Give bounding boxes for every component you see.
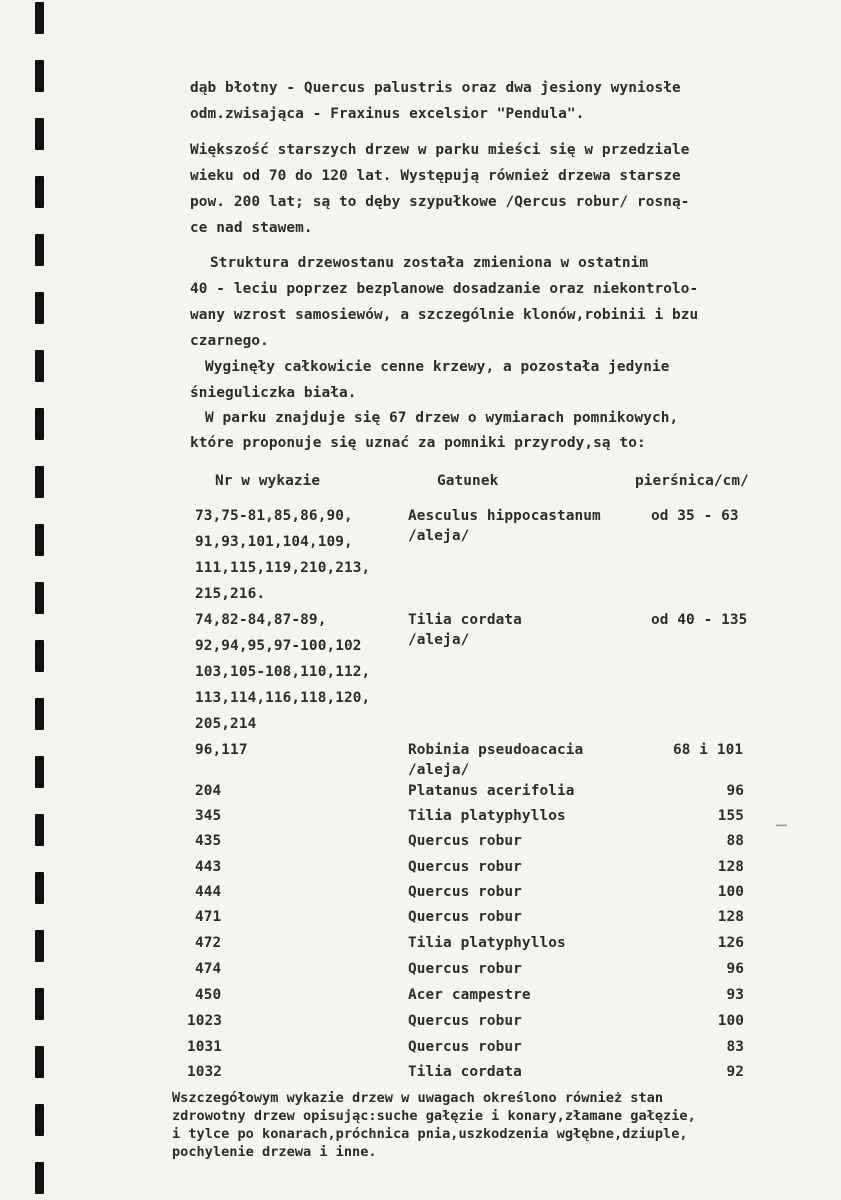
group-species-line: /aleja/ [408, 762, 470, 778]
intro-line: Struktura drzewostanu została zmieniona w ostatnim [210, 255, 649, 271]
footer-line: i tylce po konarach,próchnica pnia,uszkodzenia wgłębne,dziuple, [172, 1126, 688, 1142]
row-species: Quercus robur [408, 859, 522, 875]
group-numbers-line: 73,75-81,85,86,90, [195, 508, 353, 524]
row-diameter: 88 [726, 833, 744, 849]
row-diameter: 155 [717, 808, 744, 824]
row-diameter: 100 [717, 884, 744, 900]
row-diameter: 83 [726, 1039, 744, 1055]
intro-line: ce nad stawem. [190, 220, 313, 236]
group-numbers-line: 215,216. [195, 586, 266, 602]
group-numbers-line: 103,105-108,110,112, [195, 664, 371, 680]
intro-line: pow. 200 lat; są to dęby szypułkowe /Qercus robur/ rosną- [190, 194, 690, 210]
row-nr: 1032 [187, 1064, 223, 1080]
intro-line: czarnego. [190, 333, 269, 349]
row-diameter: 92 [726, 1064, 744, 1080]
row-diameter: 96 [726, 961, 744, 977]
group-species-line: /aleja/ [408, 528, 470, 544]
row-nr: 443 [195, 859, 222, 875]
group-numbers-line: 91,93,101,104,109, [195, 534, 353, 550]
group-numbers-line: 113,114,116,118,120, [195, 690, 371, 706]
intro-line: wany wzrost samosiewów, a szczególnie klonów,robinii i bzu [190, 307, 699, 323]
row-diameter: 100 [717, 1013, 744, 1029]
row-diameter: 96 [726, 783, 744, 799]
row-nr: 345 [195, 808, 222, 824]
intro-line: wieku od 70 do 120 lat. Występują również drzewa starsze [190, 168, 681, 184]
footer-line: zdrowotny drzew opisując:suche gałęzie i konary,złamane gałęzie, [172, 1108, 696, 1124]
row-diameter: 126 [717, 935, 744, 951]
group-diameter: 68 i 101 [673, 742, 744, 758]
intro-line: odm.zwisająca - Fraxinus excelsior "Pendula". [190, 106, 585, 122]
group-numbers-line: 111,115,119,210,213, [195, 560, 371, 576]
row-diameter: 128 [717, 859, 744, 875]
row-nr: 435 [195, 833, 222, 849]
intro-line: 40 - leciu poprzez bezplanowe dosadzanie oraz niekontrolo- [190, 281, 699, 297]
group-numbers-line: 92,94,95,97-100,102 [195, 638, 362, 654]
row-species: Quercus robur [408, 1013, 522, 1029]
row-species: Quercus robur [408, 909, 522, 925]
group-numbers-line: 74,82-84,87-89, [195, 612, 327, 628]
group-species-line: Aesculus hippocastanum [408, 508, 601, 524]
group-species-line: Robinia pseudoacacia [408, 742, 584, 758]
group-diameter: od 40 - 135 [651, 612, 748, 628]
group-numbers-line: 96,117 [195, 742, 248, 758]
intro-line: które proponuje się uznać za pomniki przyrody,są to: [190, 435, 646, 451]
group-species-line: Tilia cordata [408, 612, 522, 628]
row-species: Platanus acerifolia [408, 783, 575, 799]
row-nr: 1023 [187, 1013, 223, 1029]
footer-line: Wszczegółowym wykazie drzew w uwagach określono również stan [172, 1090, 664, 1106]
row-nr: 472 [195, 935, 222, 951]
row-species: Tilia cordata [408, 1064, 522, 1080]
group-species-line: /aleja/ [408, 632, 470, 648]
group-diameter: od 35 - 63 [651, 508, 739, 524]
intro-line: Większość starszych drzew w parku mieści się w przedziale [190, 142, 690, 158]
row-species: Acer campestre [408, 987, 531, 1003]
row-species: Tilia platyphyllos [408, 935, 566, 951]
row-species: Quercus robur [408, 961, 522, 977]
paper-speck: ▬▬▬ [776, 822, 787, 829]
row-nr: 1031 [187, 1039, 223, 1055]
row-species: Quercus robur [408, 884, 522, 900]
row-diameter: 93 [726, 987, 744, 1003]
table-header-species: Gatunek [437, 473, 499, 489]
row-nr: 444 [195, 884, 222, 900]
row-species: Tilia platyphyllos [408, 808, 566, 824]
table-header-nr: Nr w wykazie [215, 473, 321, 489]
intro-line: Wyginęły całkowicie cenne krzewy, a pozostała jedynie [205, 359, 670, 375]
intro-line: dąb błotny - Quercus palustris oraz dwa jesiony wyniosłe [190, 80, 681, 96]
row-species: Quercus robur [408, 833, 522, 849]
row-nr: 471 [195, 909, 222, 925]
intro-line: śnieguliczka biała. [190, 385, 357, 401]
row-species: Quercus robur [408, 1039, 522, 1055]
table-header-diameter: pierśnica/cm/ [635, 473, 749, 489]
row-diameter: 128 [717, 909, 744, 925]
row-nr: 204 [195, 783, 222, 799]
group-numbers-line: 205,214 [195, 716, 257, 732]
footer-line: pochylenie drzewa i inne. [172, 1144, 377, 1160]
row-nr: 450 [195, 987, 222, 1003]
intro-line: W parku znajduje się 67 drzew o wymiarach pomnikowych, [205, 410, 679, 426]
row-nr: 474 [195, 961, 222, 977]
